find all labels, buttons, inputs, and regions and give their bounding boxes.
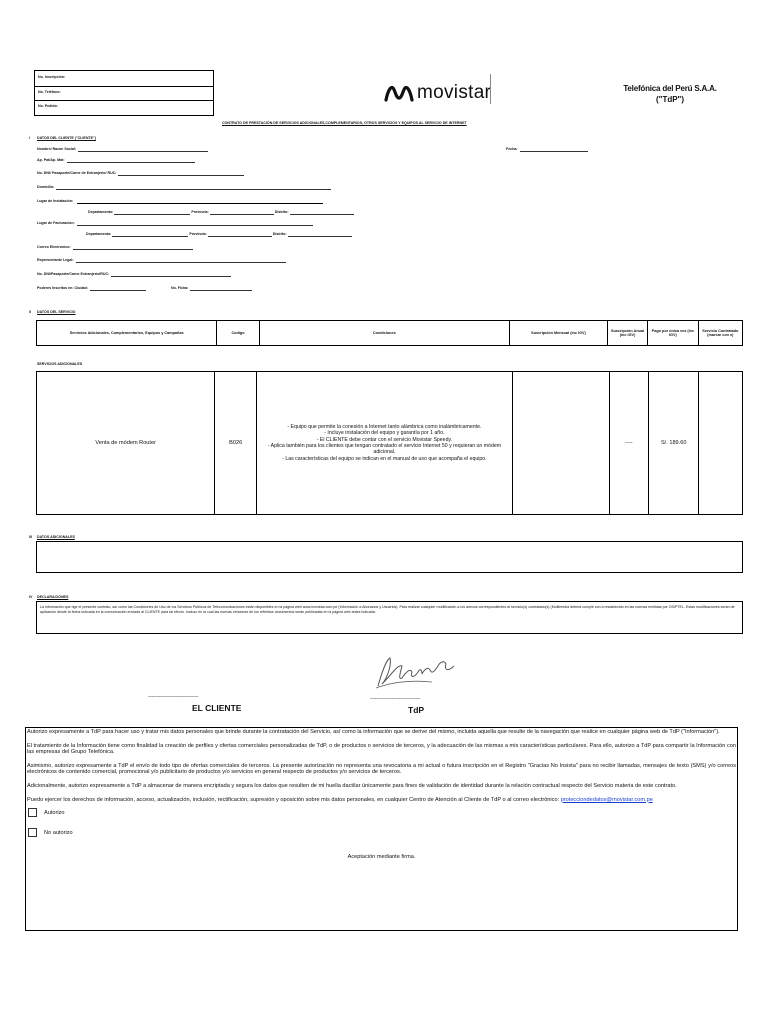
tdp-signature-line: ------------------------------------------	[370, 696, 421, 701]
lugar-instalacion-label: Lugar de Instalación:	[37, 199, 74, 203]
departamento2-label: Departamento:	[86, 232, 112, 236]
consent-p5: Puedo ejercer los derechos de información, acceso, actualización, inclusión, rectificación, supresión y oposición sobre mis datos personales, en cualquier Centro de Atención al Cliente de TdP o al correo electrónico:	[27, 796, 560, 803]
col-monthly: Suscripción Mensual (inc IGV)	[510, 321, 608, 346]
not-authorize-label: No autorizo	[44, 830, 73, 837]
condition-3: - El CLIENTE debe contar con el servicio Movistar Speedy.	[316, 436, 453, 443]
representante-label: Representante Legal:	[37, 258, 74, 262]
doc-line[interactable]	[118, 172, 244, 176]
header-info-box	[34, 70, 214, 116]
domicilio-label: Domicilio:	[37, 185, 55, 189]
section2-title: DATOS DEL SERVICIO	[37, 310, 76, 314]
condition-1: - Equipo que permite la conexión a Internet tanto alámbrica como inalámbricamente.	[287, 423, 482, 430]
fecha-line[interactable]	[520, 148, 588, 152]
col-conditions: Condiciones	[259, 321, 509, 346]
pedido-field: No. Pedido:	[38, 104, 58, 108]
privacy-email-link[interactable]: protecciondedatos@movistar.com.pe	[560, 796, 653, 803]
telefono-field: No. Teléfono:	[38, 90, 61, 94]
provincia2-line[interactable]	[208, 233, 272, 237]
section1-title: DATOS DEL CLIENTE ("CLIENTE")	[37, 136, 96, 140]
group-label: SERVICIOS ADICIONALES	[37, 362, 83, 366]
ficha-line[interactable]	[190, 287, 252, 291]
departamento-label: Departamento:	[88, 210, 114, 214]
section4-title: DECLARACIONES	[37, 595, 69, 599]
service-header-table	[36, 320, 743, 346]
provincia-line[interactable]	[210, 211, 274, 215]
consent-box	[25, 727, 738, 931]
distrito2-line[interactable]	[288, 233, 352, 237]
declarations-text: La información que rige el presente contrato, así como las Condiciones de Uso de los Servicios Públicos de Telecomunicaciones están disponibles en la página web www.movistar.com.pe (Información a Abonados y Usuarios). Para realizar cualquier modificación a los anexos correspondientes al servicio(s) contratado(s) (Multimedia deberá cumplir con lo establecido en las normas emitidas por OSIPTEL. Estas modificaciones serán de aplicación desde la fecha indicada en la comunicación enviada al CLIENTE para tal efecto. Incluso en la cual las nuevas versiones de los referidos documentos serán publicadas en la página web antes indicada.	[40, 605, 735, 614]
section3-title: DATOS ADICIONALES	[37, 535, 75, 539]
apellido-label: Ap. Pat/Ap. Mat:	[37, 158, 65, 162]
distrito-label: Distrito:	[274, 210, 289, 214]
authorize-checkbox[interactable]	[28, 808, 37, 817]
section1-number: I	[29, 136, 30, 140]
distrito2-label: Distrito:	[272, 232, 287, 236]
inscripcion-field: No. Inscripción:	[38, 75, 66, 79]
service-conditions	[257, 372, 513, 515]
acceptance-text: Aceptación mediante firma.	[347, 854, 416, 861]
correo-label: Correo Electronico:	[37, 245, 71, 249]
additional-data-box[interactable]	[36, 541, 743, 573]
condition-2: - Incluye instalación del equipo y garantía por 1 año.	[324, 430, 445, 437]
provincia-label: Provincia:	[191, 210, 209, 214]
consent-p1: Autorizo expresamente a TdP para hacer uso y tratar mis datos personales que brinde durante la contratación del Servicio, así como la información que se derive del mismo, incluida aquella que resulte de la navegación que realice en cualquier página web de TdP ("Información").	[27, 729, 720, 735]
consent-p2: El tratamiento de la Información tiene como finalidad la creación de perfiles y ofertas comerciales personalizadas de TdP, o de productos o servicios de terceros, y la adecuación de las mismas a mis características particulares. Para ello, autorizo a TdP para compartir la Información con las empresas del Grupo Telefónica.	[27, 742, 736, 756]
contract-title: CONTRATO DE PRESTACIÓN DE SERVICIOS ADICIONALES,COMPLEMENTARIOS, OTROS SERVICIOS Y EQUIPOS AL SERVICIO DE INTERNET	[222, 121, 467, 125]
distrito-line[interactable]	[290, 211, 354, 215]
departamento2-line[interactable]	[112, 233, 188, 237]
tdp-signature-label: TdP	[408, 705, 425, 715]
monthly-price	[512, 372, 609, 515]
representante-line[interactable]	[76, 259, 286, 263]
movistar-m-icon	[384, 82, 414, 104]
lugar-facturacion-line[interactable]	[77, 222, 313, 226]
contracted-check[interactable]	[699, 372, 743, 515]
logo-text: movistar	[417, 82, 492, 103]
lugar-facturacion-label: Lugar de Facturación:	[37, 221, 75, 225]
apellido-line[interactable]	[67, 159, 195, 163]
condition-4: - Aplica también para los clientes que tengan contratado el servicio Internet 50 y requieran un módem adicional.	[267, 443, 502, 456]
service-row-table	[36, 371, 743, 515]
section4-number: IV	[29, 595, 33, 599]
provincia2-label: Provincia:	[189, 232, 207, 236]
col-services: Servicios Adicionales, Complementarios, Equipos y Campañas	[37, 321, 217, 346]
col-annual: Suscripción Anual (inc IGV)	[607, 321, 647, 346]
col-code: Codigo	[217, 321, 259, 346]
signature-scribble	[372, 652, 462, 692]
authorize-label: Autorizo	[44, 810, 65, 817]
onetime-price: S/. 189.60	[649, 372, 699, 515]
col-contracted: Servicio Contratado (marcar con x)	[698, 321, 742, 346]
section2-number: II	[29, 310, 31, 314]
client-signature-label: EL CLIENTE	[192, 703, 242, 713]
client-signature-line: ------------------------------------------	[148, 694, 199, 699]
fecha-label: Fecha:	[506, 147, 518, 151]
annual-price: ----	[609, 372, 649, 515]
condition-5: - Las características del equipo se indican en el manual de uso que acompaña el equipo.	[282, 455, 487, 462]
service-code: B026	[215, 372, 257, 515]
not-authorize-checkbox[interactable]	[28, 828, 37, 837]
departamento-line[interactable]	[114, 211, 190, 215]
doc2-line[interactable]	[111, 273, 231, 277]
company-name: Telefónica del Perú S.A.A.	[623, 84, 717, 93]
doc-label: No. DNI/ Pasaporte/Carne de Extranjerio/ RUC:	[37, 171, 117, 175]
nombre-line[interactable]	[78, 148, 208, 152]
domicilio-line[interactable]	[56, 186, 331, 190]
company-abbr: ("TdP")	[655, 95, 685, 104]
ficha-label: No. Ficha:	[171, 286, 189, 290]
movistar-logo	[384, 80, 490, 104]
col-onetime: Pago por única vez (inc IGV)	[648, 321, 699, 346]
doc2-label: No. DNI/Pasaporte/Carne Extranjerio/RUC:	[37, 272, 110, 276]
nombre-label: Nombre/ Razon Social:	[37, 147, 77, 151]
consent-p4: Adicionalmente, autorizo expresamente a TdP a almacenar de manera encriptada y segura los datos que resulten de mi huella dactilar únicamente para fines de validación de identidad durante la relación contractual respecto del Servicio materia de este contrato.	[27, 782, 677, 789]
ciudad-line[interactable]	[90, 287, 146, 291]
declarations-box	[36, 601, 743, 634]
lugar-instalacion-line[interactable]	[77, 200, 323, 204]
poderes-label: Poderes Inscritos en: Ciudad:	[37, 286, 88, 290]
service-name: Venta de módem Router	[37, 372, 215, 515]
consent-p3: Asimismo, autorizo expresamente a TdP el envío de todo tipo de ofertas comerciales de terceros. La presente autorización no representa una revocatoria a mi actual o futura inscripción en el Registro "Gracias No Insista" para no recibir llamadas, mensajes de texto (SMS) y/o correos electrónicos de contenido comercial, promocional y/o publicitario de productos y/o servicios en general respecto de productos y/o servicios de terceros.	[27, 762, 736, 776]
table-row	[37, 372, 743, 515]
correo-line[interactable]	[73, 246, 193, 250]
section3-number: III	[29, 535, 32, 539]
